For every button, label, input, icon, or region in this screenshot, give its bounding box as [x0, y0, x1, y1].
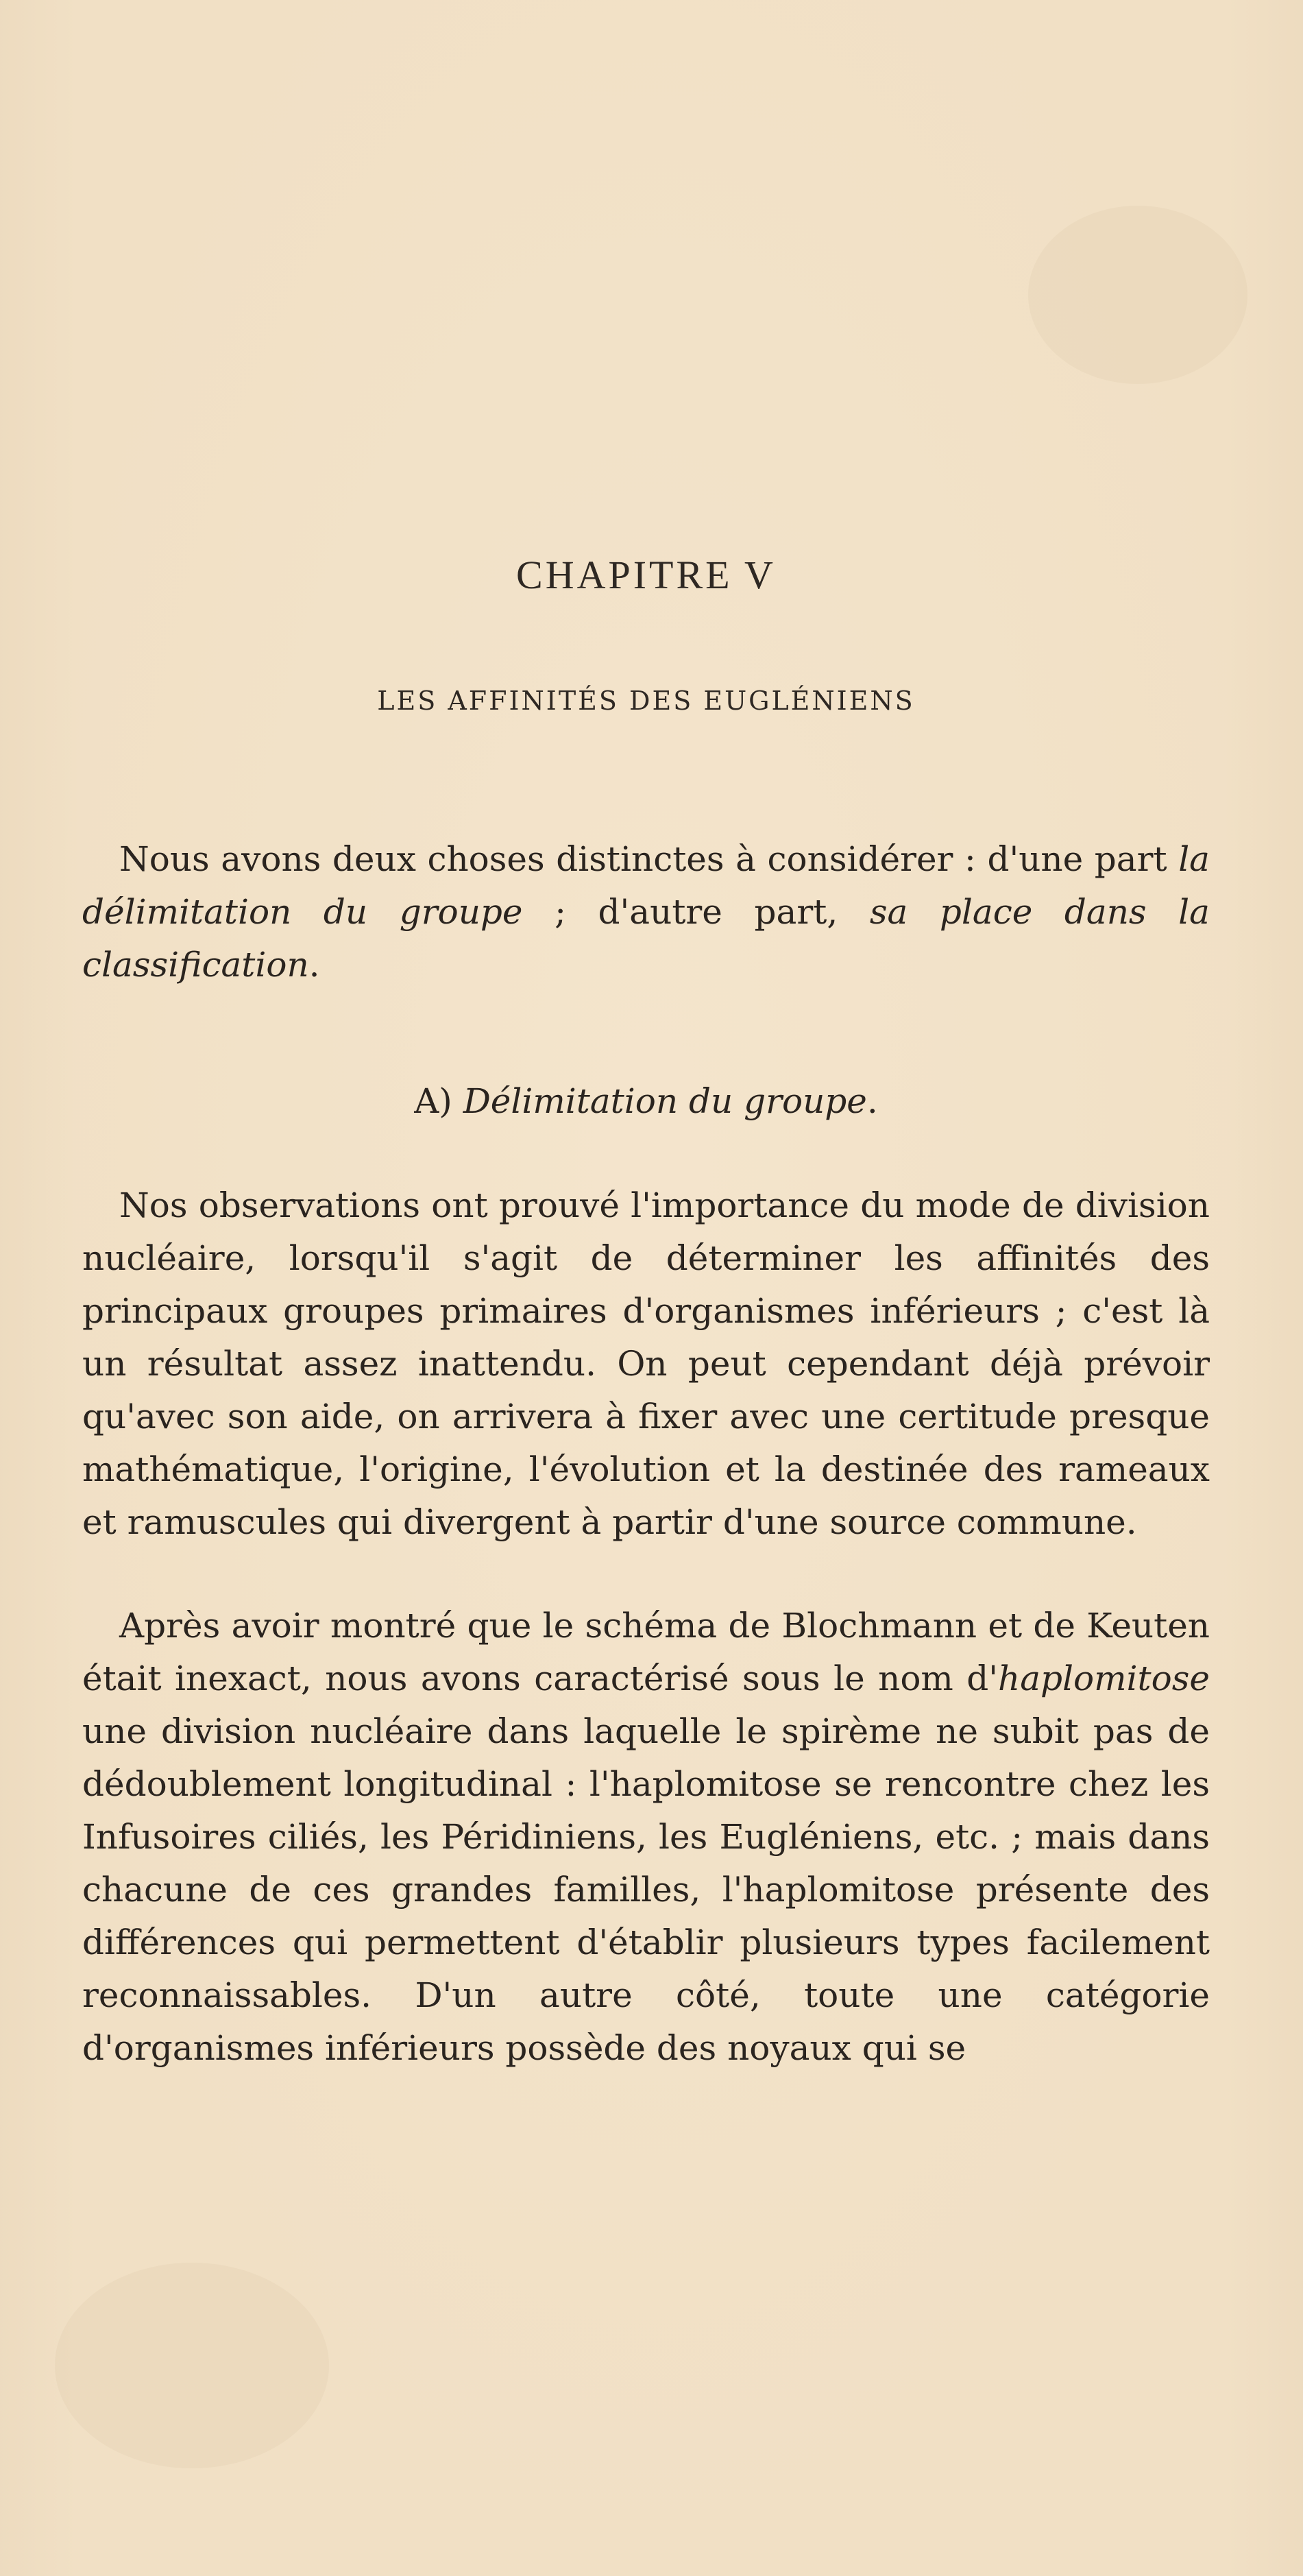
book-page [82, 0, 1210, 2576]
intro-paragraph [82, 833, 1210, 991]
paragraph-2 [82, 1600, 1210, 2075]
chapter-subtitle: LES AFFINITÉS DES EUGLÉNIENS [377, 686, 915, 716]
paragraph-1: Nos observations ont prouvé l'importance du mode de division nucléaire, lorsqu'il s'agit de déterminer les affinités des principaux groupes primaires d'organismes inférieurs ; c'est là un résultat assez inattendu. On peut cependant déjà prévoir qu'avec son aide, on arrivera à fixer avec une certitude presque mathématique, l'origine, l'évolution et la destinée des rameaux et ramuscules qui divergent à partir d'une source commune. [82, 1185, 1210, 1542]
intro-text-1: Nous avons deux choses distinctes à considérer : d'une part [119, 839, 1179, 879]
paragraph-2-italic: haplomitose [998, 1659, 1210, 1698]
paragraph-2-text-1: Après avoir montré que le schéma de Blochmann et de Keuten était inexact, nous avons caractérisé sous le nom d' [82, 1606, 1210, 1698]
intro-italic-2: sa place dans la classification [82, 892, 1210, 985]
section-heading-text: Délimitation du groupe [463, 1081, 867, 1121]
intro-text-3: . [308, 945, 320, 985]
section-prefix: A) [414, 1081, 463, 1121]
section-heading [82, 1075, 1210, 1128]
intro-italic-1: la délimitation du groupe [82, 839, 1210, 932]
section-suffix: . [866, 1081, 878, 1121]
intro-text-2: ; d'autre part, [522, 892, 870, 932]
paragraph-2-text-2: une division nucléaire dans laquelle le spirème ne subit pas de dédoublement longitudinal : l'haplomitose se rencontre chez les Infusoires ciliés, les Péridiniens, les Eugléniens, etc. ; mais dans chacune de ces grandes familles, l'haplomitose présente des différences qui permettent d'établir plusieurs types facilement reconnaissables. D'un autre côté, toute une catégorie d'organismes inférieurs possède des noyaux qui se [82, 1711, 1210, 2068]
chapter-title: CHAPITRE V [516, 553, 776, 597]
